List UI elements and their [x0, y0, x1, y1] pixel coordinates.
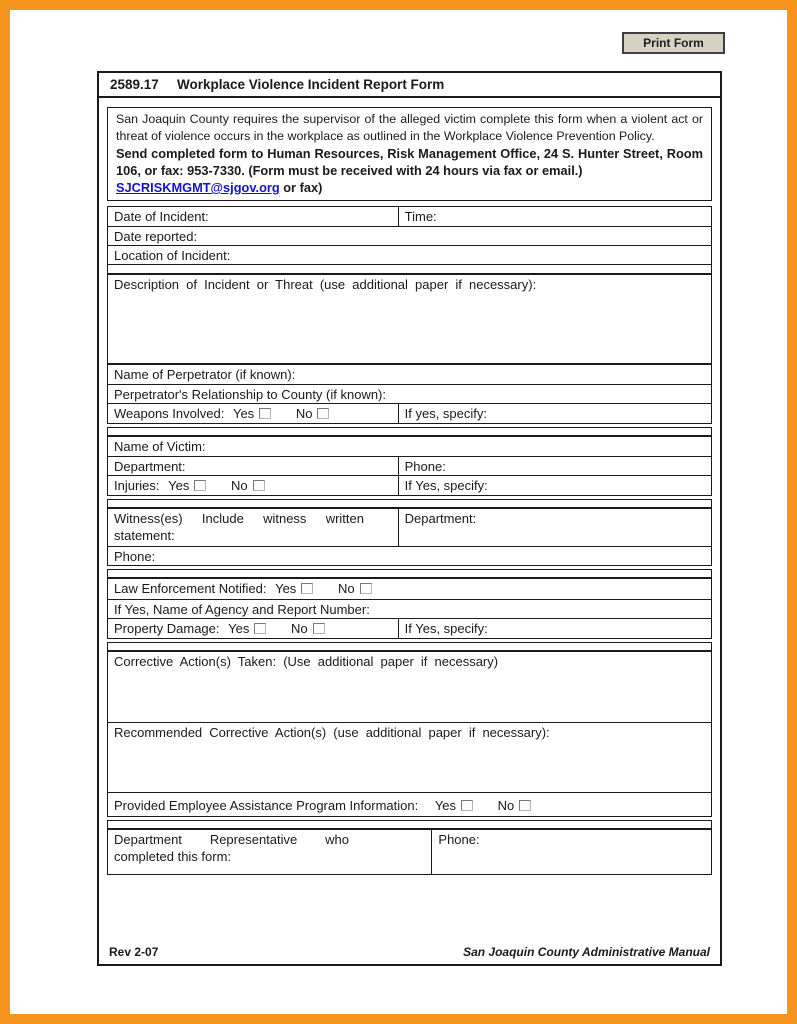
print-form-button[interactable]: Print Form — [622, 32, 725, 54]
agency-report-label: If Yes, Name of Agency and Report Number: — [114, 602, 370, 617]
department-label: Department: — [114, 459, 186, 474]
agency-report-row[interactable] — [108, 599, 711, 618]
witness-phone-row[interactable] — [108, 546, 711, 565]
victim-name-row[interactable] — [108, 437, 711, 456]
eap-info-label: Provided Employee Assistance Program Information: — [114, 798, 419, 813]
email-suffix: or fax) — [279, 180, 323, 195]
date-reported-label: Date reported: — [114, 229, 198, 244]
location-row[interactable] — [108, 245, 711, 264]
recommended-actions-row — [108, 722, 711, 792]
witnesses-label: Witness(es) Include witness written statement: — [114, 511, 364, 543]
property-damage-yes-checkbox[interactable] — [254, 623, 266, 634]
incident-basics-table — [107, 206, 712, 274]
phone-label: Phone: — [438, 832, 480, 847]
eap-cell — [108, 796, 711, 816]
property-damage-cell — [108, 619, 399, 638]
injuries-yes-checkbox[interactable] — [194, 480, 206, 491]
law-enforcement-yes-checkbox[interactable] — [301, 583, 313, 594]
location-of-incident-label: Location of Incident: — [114, 248, 231, 263]
corrective-actions-row — [108, 652, 711, 722]
eap-no-checkbox[interactable] — [519, 800, 531, 811]
weapons-yes-checkbox[interactable] — [259, 408, 271, 419]
send-instructions: Send completed form to Human Resources, Risk Management Office, 24 S. Hunter Street, Room 106, or fax: 953-7330. (Form must be received with 24 hours via fax or email.) — [116, 146, 703, 178]
representative-phone-cell[interactable] — [432, 830, 711, 874]
no-label: No — [290, 621, 308, 636]
law-enforcement-label: Law Enforcement Notified: — [114, 581, 267, 596]
law-enforcement-no-checkbox[interactable] — [360, 583, 372, 594]
weapons-involved-label: Weapons Involved: — [114, 406, 225, 421]
victim-department-row — [108, 456, 711, 475]
phone-label: Phone: — [114, 549, 156, 564]
incident-report-form — [97, 71, 722, 966]
weapons-row — [108, 403, 711, 423]
actions-table — [107, 651, 712, 817]
law-enforcement-table — [107, 578, 712, 639]
injuries-specify-label: If Yes, specify: — [404, 478, 488, 493]
no-label: No — [295, 406, 313, 421]
perpetrator-name-label: Name of Perpetrator (if known): — [114, 367, 296, 382]
law-enforcement-row — [108, 579, 711, 599]
description-input-area[interactable] — [114, 292, 705, 342]
perpetrator-relationship-row[interactable] — [108, 384, 711, 403]
weapons-cell — [108, 404, 399, 423]
intro-section — [107, 107, 712, 201]
no-label: No — [231, 478, 248, 493]
description-section — [107, 274, 712, 364]
weapons-specify-cell[interactable] — [399, 404, 711, 423]
injuries-cell — [108, 476, 399, 495]
law-enforcement-cell — [108, 579, 711, 599]
intro-paragraph: San Joaquin County requires the supervisor of the alleged victim complete this form when a violent act or threat of violence occurs in the workplace as outlined in the Workplace Violence Prevention Policy. — [116, 112, 703, 143]
spacer-box — [107, 427, 712, 436]
witness-row — [108, 509, 711, 546]
property-damage-label: Property Damage: — [114, 621, 220, 636]
form-title-bar — [99, 73, 720, 98]
spacer-box — [107, 820, 712, 829]
weapons-specify-label: If yes, specify: — [404, 406, 488, 421]
footer-revision: Rev 2-07 — [109, 945, 159, 959]
victim-department-cell[interactable] — [108, 457, 399, 475]
email-link[interactable]: SJCRISKMGMT@sjgov.org — [116, 180, 280, 195]
no-label: No — [497, 798, 515, 813]
representative-row — [108, 830, 711, 874]
victim-phone-cell[interactable] — [399, 457, 711, 475]
property-damage-specify-label: If Yes, specify: — [404, 621, 488, 636]
no-label: No — [337, 581, 355, 596]
yes-label: Yes — [168, 478, 190, 493]
injuries-row — [108, 475, 711, 495]
footer-manual-title: San Joaquin County Administrative Manual — [463, 945, 710, 959]
form-code: 2589.17 — [110, 77, 159, 92]
witness-department-cell[interactable] — [399, 509, 711, 546]
date-of-incident-cell[interactable] — [108, 207, 399, 226]
injuries-specify-cell[interactable] — [399, 476, 711, 495]
description-label: Description of Incident or Threat (use additional paper if necessary): — [114, 277, 537, 292]
yes-label: Yes — [275, 581, 297, 596]
time-cell[interactable] — [399, 207, 711, 226]
witness-cell[interactable] — [108, 509, 399, 546]
injuries-no-checkbox[interactable] — [253, 480, 265, 491]
corrective-actions-input-area[interactable] — [114, 669, 705, 709]
time-label: Time: — [404, 209, 437, 224]
date-reported-row[interactable] — [108, 226, 711, 245]
representative-cell[interactable] — [108, 830, 432, 874]
property-damage-no-checkbox[interactable] — [313, 623, 325, 634]
yes-label: Yes — [232, 406, 255, 421]
victim-name-label: Name of Victim: — [114, 439, 206, 454]
yes-label: Yes — [228, 621, 250, 636]
witness-table — [107, 508, 712, 566]
perpetrator-relationship-label: Perpetrator's Relationship to County (if known): — [114, 387, 386, 402]
eap-yes-checkbox[interactable] — [461, 800, 473, 811]
spacer-row — [108, 264, 711, 273]
victim-table — [107, 436, 712, 496]
form-title: Workplace Violence Incident Report Form — [177, 77, 445, 92]
weapons-no-checkbox[interactable] — [317, 408, 329, 419]
recommended-actions-label: Recommended Corrective Action(s) (use additional paper if necessary): — [114, 725, 550, 740]
yes-label: Yes — [434, 798, 457, 813]
date-of-incident-label: Date of Incident: — [114, 209, 209, 224]
eap-row — [108, 792, 711, 816]
recommended-actions-input-area[interactable] — [114, 740, 705, 779]
representative-table — [107, 829, 712, 875]
form-footer — [109, 945, 710, 959]
department-label: Department: — [404, 511, 477, 526]
perpetrator-table — [107, 364, 712, 424]
dept-representative-label: Department Representative who completed this form: — [114, 832, 349, 864]
perpetrator-name-row[interactable] — [108, 365, 711, 384]
phone-label: Phone: — [404, 459, 446, 474]
corrective-actions-label: Corrective Action(s) Taken: (Use additional paper if necessary) — [114, 654, 499, 669]
date-time-row — [108, 207, 711, 226]
injuries-label: Injuries: — [114, 478, 160, 493]
spacer-box — [107, 499, 712, 508]
spacer-box — [107, 642, 712, 651]
property-damage-specify-cell[interactable] — [399, 619, 711, 638]
spacer-box — [107, 569, 712, 578]
property-damage-row — [108, 618, 711, 638]
